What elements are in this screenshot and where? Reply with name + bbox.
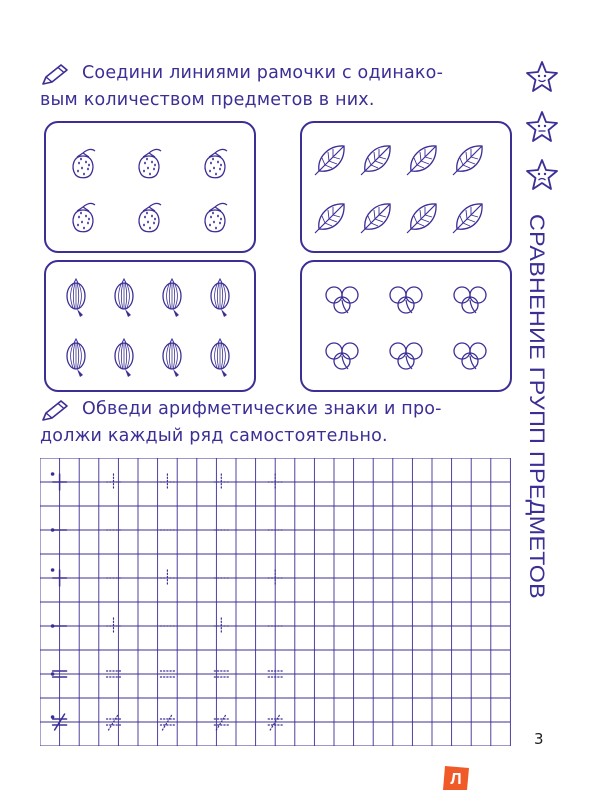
publisher-logo	[441, 764, 471, 792]
task-1-line-1: Соедини линиями рамочки с одинако-	[82, 63, 444, 83]
leaf-box[interactable]	[300, 121, 512, 253]
leaf-icon	[361, 204, 390, 233]
strawberry-box-pictures	[46, 123, 254, 251]
gooseberry-icon	[115, 279, 133, 317]
star-smile-icon	[525, 60, 559, 94]
gooseberry-icon	[211, 279, 229, 317]
leaf-icon	[315, 204, 344, 233]
sign-sample	[51, 472, 67, 490]
task-1-line-2: вым количеством предметов в них.	[40, 90, 375, 110]
gooseberry-box[interactable]	[44, 260, 256, 392]
gooseberry-icon	[163, 339, 181, 377]
section-title	[520, 214, 560, 614]
task-2-line-2: должи каждый ряд самостоятельно.	[40, 426, 388, 446]
strawberry-icon	[73, 149, 95, 177]
section-title-text: СРАВНЕНИЕ ГРУПП ПРЕДМЕТОВ	[525, 214, 548, 562]
clover-icon	[454, 287, 486, 313]
leaf-icon	[453, 204, 482, 233]
pencil-icon	[40, 63, 70, 87]
gooseberry-icon	[67, 339, 85, 377]
strawberry-icon	[205, 149, 227, 177]
leaf-icon	[361, 146, 390, 175]
leaf-box-pictures	[302, 123, 510, 251]
strawberry-icon	[73, 203, 95, 231]
gooseberry-icon	[163, 279, 181, 317]
sign-sample	[51, 528, 67, 532]
gooseberry-icon	[67, 279, 85, 317]
gooseberry-icon	[115, 339, 133, 377]
leaf-icon	[315, 146, 344, 175]
page-number: 3	[534, 730, 544, 748]
gooseberry-icon	[211, 339, 229, 377]
clover-box-pictures	[302, 262, 510, 390]
strawberry-icon	[205, 203, 227, 231]
gooseberry-box-pictures	[46, 262, 254, 390]
sign-sample	[51, 624, 67, 628]
tracing-grid[interactable]	[40, 458, 512, 746]
leaf-icon	[453, 146, 482, 175]
star-neutral-icon	[525, 110, 559, 144]
leaf-icon	[407, 204, 436, 233]
clover-icon	[454, 343, 486, 369]
sign-sample	[51, 568, 67, 586]
star-sad-icon	[525, 158, 559, 192]
task-2-instruction	[40, 396, 510, 450]
clover-box[interactable]	[300, 260, 512, 392]
strawberry-icon	[139, 203, 161, 231]
pencil-icon	[40, 399, 70, 423]
task-2-line-1: Обведи арифметические знаки и про-	[82, 399, 442, 419]
strawberry-icon	[139, 149, 161, 177]
publisher-logo-letter: Л	[450, 771, 462, 788]
clover-icon	[326, 343, 358, 369]
task-1-instruction	[40, 60, 510, 114]
clover-icon	[326, 287, 358, 313]
clover-icon	[390, 343, 422, 369]
strawberry-box[interactable]	[44, 121, 256, 253]
clover-icon	[390, 287, 422, 313]
leaf-icon	[407, 146, 436, 175]
grid-row[interactable]	[51, 568, 282, 586]
grid-row[interactable]	[51, 472, 282, 490]
